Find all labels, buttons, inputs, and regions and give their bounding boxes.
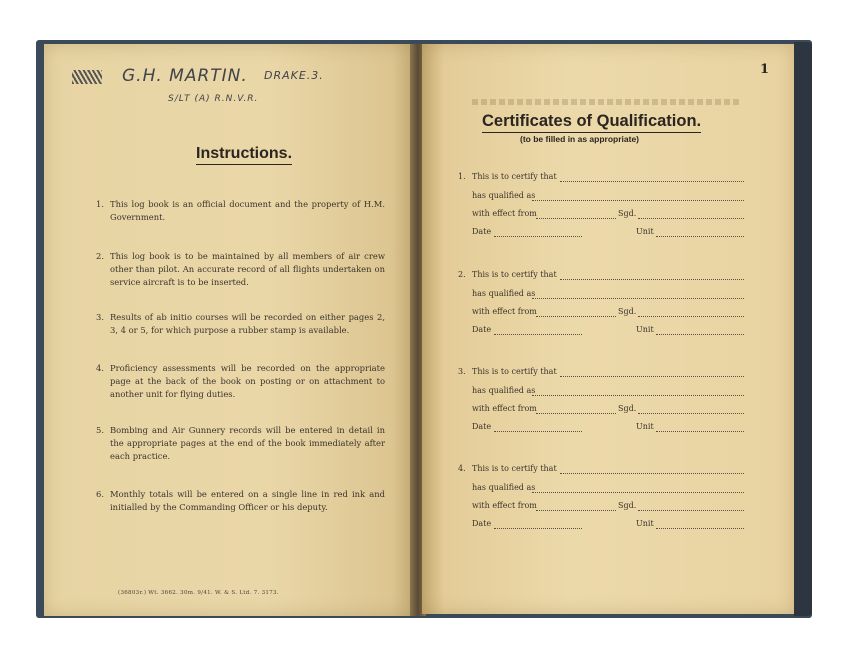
instruction-number: 5. <box>96 425 104 435</box>
date-field <box>494 236 582 237</box>
certificate-number: 2. <box>458 270 466 279</box>
qualified-field <box>532 492 744 493</box>
certify-label: This is to certify that <box>472 270 557 279</box>
certify-field <box>560 279 744 280</box>
certificate-number: 4. <box>458 464 466 473</box>
unit-field <box>656 528 744 529</box>
effect-label: with effect from <box>472 501 537 510</box>
certify-field <box>560 181 744 182</box>
effect-field <box>536 413 616 414</box>
qualified-label: has qualified as <box>472 483 536 492</box>
unit-label: Unit <box>636 519 654 528</box>
unit-field <box>656 431 744 432</box>
book-cover-right-edge <box>794 42 812 616</box>
signed-field <box>638 218 744 219</box>
certificates-subtitle: (to be filled in as appropriate) <box>520 134 640 144</box>
certificates-title: Certificates of Qualification. <box>482 112 701 133</box>
instruction-item <box>96 424 385 463</box>
instruction-item <box>96 250 385 289</box>
instruction-item <box>96 198 385 224</box>
unit-field <box>656 236 744 237</box>
faint-show-through-text <box>472 99 742 105</box>
qualified-label: has qualified as <box>472 386 536 395</box>
qualified-field <box>532 200 744 201</box>
signed-field <box>638 316 744 317</box>
effect-field <box>536 316 616 317</box>
instruction-number: 4. <box>96 363 104 373</box>
instruction-number: 1. <box>96 199 104 209</box>
qualified-field <box>532 298 744 299</box>
signed-label: Sgd. <box>618 209 637 218</box>
certificate-number: 3. <box>458 367 466 376</box>
unit-label: Unit <box>636 325 654 334</box>
effect-label: with effect from <box>472 404 537 413</box>
effect-label: with effect from <box>472 209 537 218</box>
instruction-text: Results of ab initio courses will be recorded on either pages 2, 3, 4 or 5, for which purpose a rubber stamp is available. <box>110 312 385 335</box>
signed-label: Sgd. <box>618 307 637 316</box>
scribbled-out-text <box>72 70 102 84</box>
instruction-number: 2. <box>96 251 104 261</box>
right-page <box>422 44 794 614</box>
left-page <box>44 44 414 616</box>
effect-label: with effect from <box>472 307 537 316</box>
unit-label: Unit <box>636 422 654 431</box>
certify-label: This is to certify that <box>472 367 557 376</box>
handwritten-unit: DRAKE.3. <box>264 69 324 82</box>
log-book <box>36 40 812 620</box>
date-field <box>494 431 582 432</box>
instruction-text: This log book is to be maintained by all members of air crew other than pilot. An accurate record of all flights undertaken on service aircraft is to be inserted. <box>110 251 385 287</box>
date-label: Date <box>472 325 492 334</box>
instructions-title: Instructions. <box>196 145 292 165</box>
certify-label: This is to certify that <box>472 464 557 473</box>
certify-label: This is to certify that <box>472 172 557 181</box>
certify-field <box>560 473 744 474</box>
instruction-number: 6. <box>96 489 104 499</box>
instruction-text: Proficiency assessments will be recorded on the appropriate page at the back of the book on posting or on attachment to another unit for flying duties. <box>110 363 385 399</box>
date-label: Date <box>472 422 492 431</box>
printer-imprint: (36803r.) Wt. 3662. 30m. 9/41. W. & S. Ltd. 7. 3173. <box>118 590 279 596</box>
instruction-item <box>96 362 385 401</box>
instruction-text: Bombing and Air Gunnery records will be entered in detail in the appropriate pages at the end of the book immediately after each practice. <box>110 425 385 461</box>
qualified-label: has qualified as <box>472 191 536 200</box>
qualified-field <box>532 395 744 396</box>
signed-label: Sgd. <box>618 404 637 413</box>
unit-label: Unit <box>636 227 654 236</box>
date-field <box>494 528 582 529</box>
date-label: Date <box>472 227 492 236</box>
handwritten-rank: S/LT (A) R.N.V.R. <box>168 94 259 104</box>
date-label: Date <box>472 519 492 528</box>
handwritten-name: G.H. MARTIN. <box>122 66 248 86</box>
instruction-text: This log book is an official document and the property of H.M. Government. <box>110 199 385 222</box>
signed-label: Sgd. <box>618 501 637 510</box>
instruction-item <box>96 488 385 514</box>
effect-field <box>536 218 616 219</box>
date-field <box>494 334 582 335</box>
signed-field <box>638 413 744 414</box>
instruction-item <box>96 311 385 337</box>
certify-field <box>560 376 744 377</box>
page-number: 1 <box>760 62 770 77</box>
signed-field <box>638 510 744 511</box>
instruction-number: 3. <box>96 312 104 322</box>
unit-field <box>656 334 744 335</box>
effect-field <box>536 510 616 511</box>
instruction-text: Monthly totals will be entered on a single line in red ink and initialled by the Commanding Officer or his deputy. <box>110 489 385 512</box>
qualified-label: has qualified as <box>472 289 536 298</box>
certificate-number: 1. <box>458 172 466 181</box>
